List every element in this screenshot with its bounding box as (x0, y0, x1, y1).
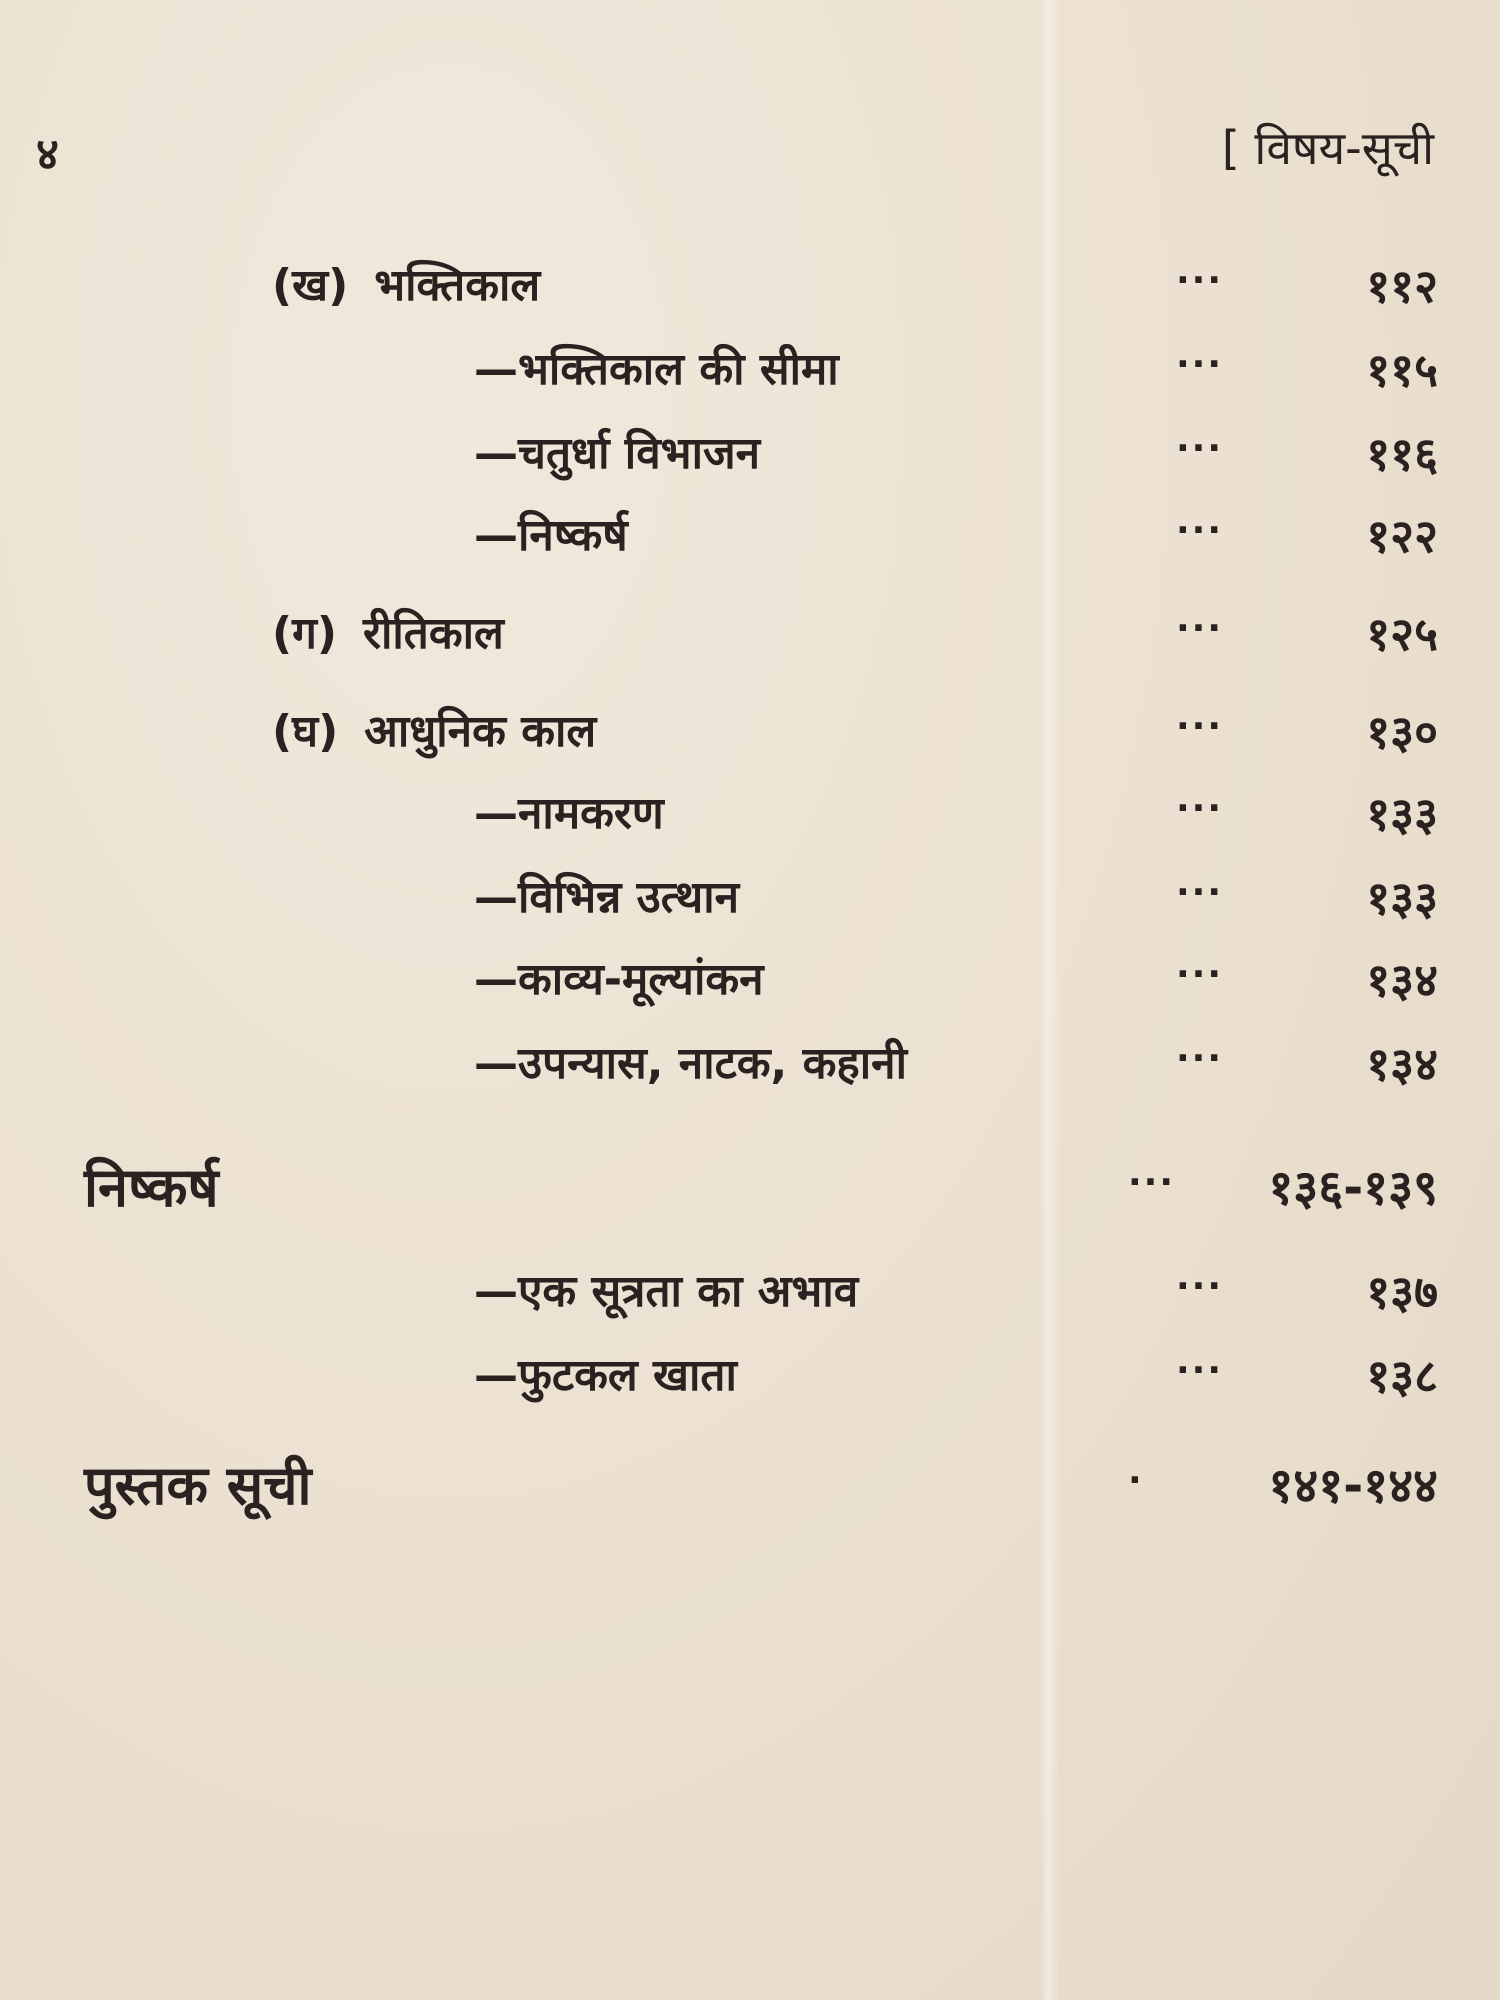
toc-entry (0, 692, 1500, 772)
toc-entry-marker: (घ) (272, 706, 339, 757)
toc-entry (0, 858, 1500, 938)
toc-leader-dots: ··· (1176, 344, 1224, 385)
toc-page-number: ११२ (1366, 259, 1438, 313)
toc-page-number: १२२ (1366, 509, 1438, 563)
toc-page-number: १३० (1366, 705, 1438, 759)
toc-entry-title: रीतिकाल (363, 608, 504, 659)
toc-leader-dots: ··· (1176, 706, 1224, 747)
running-head: [ विषय-सूची (1221, 121, 1434, 175)
toc-leader-dots: ··· (1176, 608, 1224, 649)
toc-entry-marker: (ग) (272, 608, 337, 659)
toc-page-number: ११५ (1366, 343, 1438, 397)
toc-entry (0, 496, 1500, 576)
toc-page-number: १३४ (1366, 953, 1438, 1007)
toc-leader-dots: · (1128, 1460, 1144, 1501)
toc-entry (0, 246, 1500, 326)
toc-entry (0, 330, 1500, 410)
toc-entry-title: भक्तिकाल (374, 260, 541, 311)
toc-leader-dots: ··· (1176, 872, 1224, 913)
toc-entry-title: —उपन्यास, नाटक, कहानी (474, 1038, 907, 1089)
toc-page-number: १४१-१४४ (1268, 1458, 1438, 1514)
toc-leader-dots: ··· (1176, 428, 1224, 469)
toc-entry-title: —एक सूत्रता का अभाव (474, 1266, 859, 1317)
toc-entry-title: —निष्कर्ष (474, 510, 628, 561)
toc-page-number: १३३ (1366, 871, 1438, 925)
toc-leader-dots: ··· (1128, 1162, 1176, 1203)
toc-leader-dots: ··· (1176, 260, 1224, 301)
toc-entry-title: पुस्तक सूची (84, 1454, 312, 1517)
toc-entry (0, 414, 1500, 494)
toc-entry (0, 594, 1500, 674)
toc-leader-dots: ··· (1176, 954, 1224, 995)
toc-entry (0, 774, 1500, 854)
toc-entry-title: —विभिन्न उत्थान (474, 872, 740, 923)
toc-entry-label (272, 594, 504, 674)
toc-entry (0, 1024, 1500, 1104)
toc-entry-marker: (ख) (272, 260, 349, 311)
toc-leader-dots: ··· (1176, 1350, 1224, 1391)
page-number: ४ (36, 129, 59, 180)
toc-entry-title: —फुटकल खाता (474, 1350, 737, 1401)
toc-leader-dots: ··· (1176, 510, 1224, 551)
toc-entry (0, 1446, 1500, 1526)
toc-entry-title: आधुनिक काल (364, 706, 597, 757)
toc-entry-title: —नामकरण (474, 788, 664, 839)
toc-page-number: १२५ (1366, 607, 1438, 661)
toc-entry-title: निष्कर्ष (84, 1156, 219, 1219)
toc-entry-title: —काव्य-मूल्यांकन (474, 954, 764, 1005)
toc-leader-dots: ··· (1176, 1038, 1224, 1079)
toc-entry-title: —भक्तिकाल की सीमा (474, 344, 839, 395)
toc-leader-dots: ··· (1176, 788, 1224, 829)
toc-entry-title: —चतुर्धा विभाजन (474, 428, 761, 479)
toc-leader-dots: ··· (1176, 1266, 1224, 1307)
toc-page-number: १३४ (1366, 1037, 1438, 1091)
toc-entry (0, 1148, 1500, 1228)
toc-page-number: ११६ (1366, 427, 1438, 481)
toc-entry-label (272, 692, 596, 772)
toc-page-number: १३७ (1366, 1265, 1438, 1319)
toc-entry (0, 1336, 1500, 1416)
toc-entry (0, 1252, 1500, 1332)
toc-entry (0, 940, 1500, 1020)
toc-page-number: १३८ (1366, 1349, 1438, 1403)
toc-page-number: १३६-१३९ (1268, 1160, 1438, 1216)
toc-entry-label (272, 246, 540, 326)
toc-page-number: १३३ (1366, 787, 1438, 841)
